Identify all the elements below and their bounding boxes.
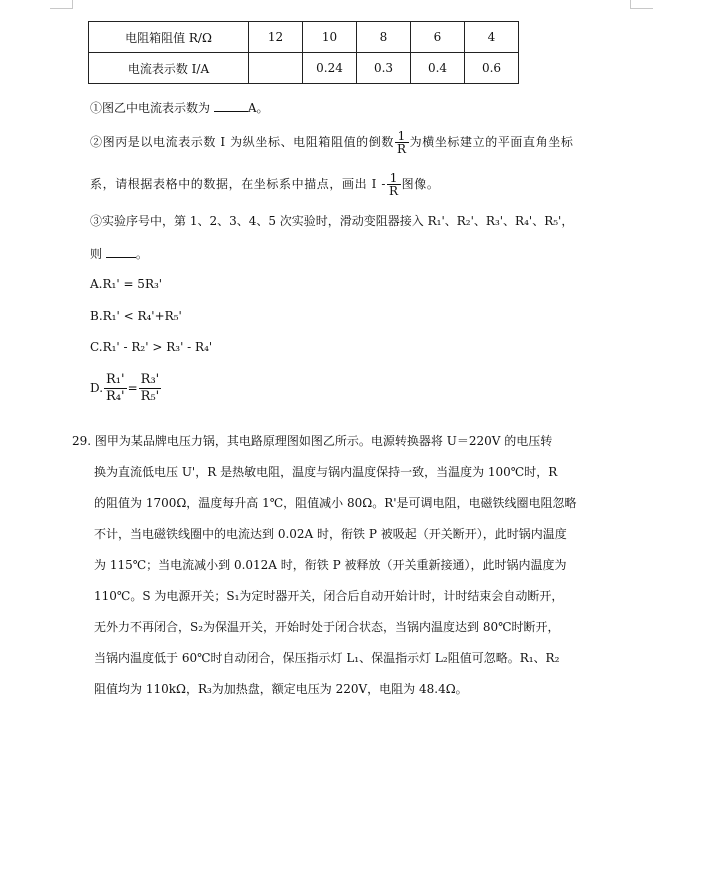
fraction-r1-over-r4: $\frac{\text{R₁'}}{\text{R₄'}}$ — [106, 372, 125, 404]
table-cell: 0.4 — [411, 53, 465, 84]
table-header-resistance: 电阻箱阻值 R/Ω — [89, 22, 249, 53]
answer-blank — [214, 99, 248, 112]
question-3-line-1: ③实验序号中，第 1、2、3、4、5 次实验时，滑动变阻器接入 R₁'、R₂'、R₃'、R₄'、R₅'， — [90, 214, 574, 228]
question-2-line-2: 系，请根据表格中的数据，在坐标系中描点，画出 I - $\frac{1}{R}$ 图像。 — [90, 171, 440, 198]
answer-blank — [106, 245, 136, 258]
table-cell: 4 — [465, 22, 519, 53]
option-a: A.R₁' = 5R₃' — [90, 277, 163, 291]
table-cell: 0.6 — [465, 53, 519, 84]
question-29-line: 阻值均为 110kΩ，R₃为加热盘，额定电压为 220V，电阻为 48.4Ω。 — [94, 682, 468, 696]
question-29-line: 的阻值为 1700Ω，温度每升高 1℃，阻值减小 80Ω。R'是可调电阻，电磁铁线圈电阻忽略 — [94, 496, 577, 510]
page-corner-mark-left — [50, 0, 73, 9]
question-29-line: 无外力不再闭合，S₂为保温开关，开始时处于闭合状态，当锅内温度达到 80℃时断开， — [94, 620, 560, 634]
table-cell: 10 — [303, 22, 357, 53]
fraction-one-over-r: $\frac{1}{R}$ — [396, 129, 407, 156]
question-29 — [72, 426, 632, 705]
table-cell: 0.24 — [303, 53, 357, 84]
table-row — [89, 53, 519, 84]
question-29-line: 不计，当电磁铁线圈中的电流达到 0.02A 时，衔铁 P 被吸起（开关断开），此时锅内温度 — [94, 527, 567, 541]
question-29-line: 29. 图甲为某品牌电压力锅，其电路原理图如图乙所示。电源转换器将 U＝220V 的电压转 — [72, 434, 553, 448]
table-cell: 6 — [411, 22, 465, 53]
fraction-r3-over-r5: $\frac{\text{R₃'}}{\text{R₅'}}$ — [140, 372, 160, 404]
option-d: D. $\frac{\text{R₁'}}{\text{R₄'}}$ = $\frac{\text{R₃'}}{\text{R₅'}}$ — [90, 372, 160, 404]
question-29-line: 110℃。S 为电源开关；S₁为定时器开关，闭合后自动开始计时，计时结束会自动断开， — [94, 589, 564, 603]
question-29-line: 为 115℃；当电流减小到 0.012A 时，衔铁 P 被释放（开关重新接通），此时锅内温度为 — [94, 558, 567, 572]
data-table — [88, 21, 519, 84]
page-corner-mark-right — [630, 0, 653, 9]
question-3-line-2: 则 。 — [90, 247, 148, 261]
table-header-current: 电流表示数 I/A — [89, 53, 249, 84]
table-cell: 12 — [249, 22, 303, 53]
table-cell-empty — [249, 53, 303, 84]
option-c: C.R₁' - R₂' > R₃' - R₄' — [90, 340, 213, 354]
question-29-line: 当锅内温度低于 60℃时自动闭合，保压指示灯 L₁、保温指示灯 L₂阻值可忽略。R₁、R₂ — [94, 651, 560, 665]
question-number: 29. — [72, 434, 92, 448]
question-29-line: 换为直流低电压 U'，R 是热敏电阻，温度与锅内温度保持一致，当温度为 100℃时，R — [94, 465, 558, 479]
option-b: B.R₁' < R₄'+R₅' — [90, 309, 182, 323]
fraction-one-over-r: $\frac{1}{R}$ — [389, 171, 399, 198]
table-row — [89, 22, 519, 53]
question-2-line-1: ②图丙是以电流表示数 I 为纵坐标、电阻箱阻值的倒数 $\frac{1}{R}$ 为横坐标建立的平面直角坐标 — [90, 129, 574, 156]
table-cell: 8 — [357, 22, 411, 53]
question-1: ①图乙中电流表示数为 A。 — [90, 101, 269, 115]
table-cell: 0.3 — [357, 53, 411, 84]
